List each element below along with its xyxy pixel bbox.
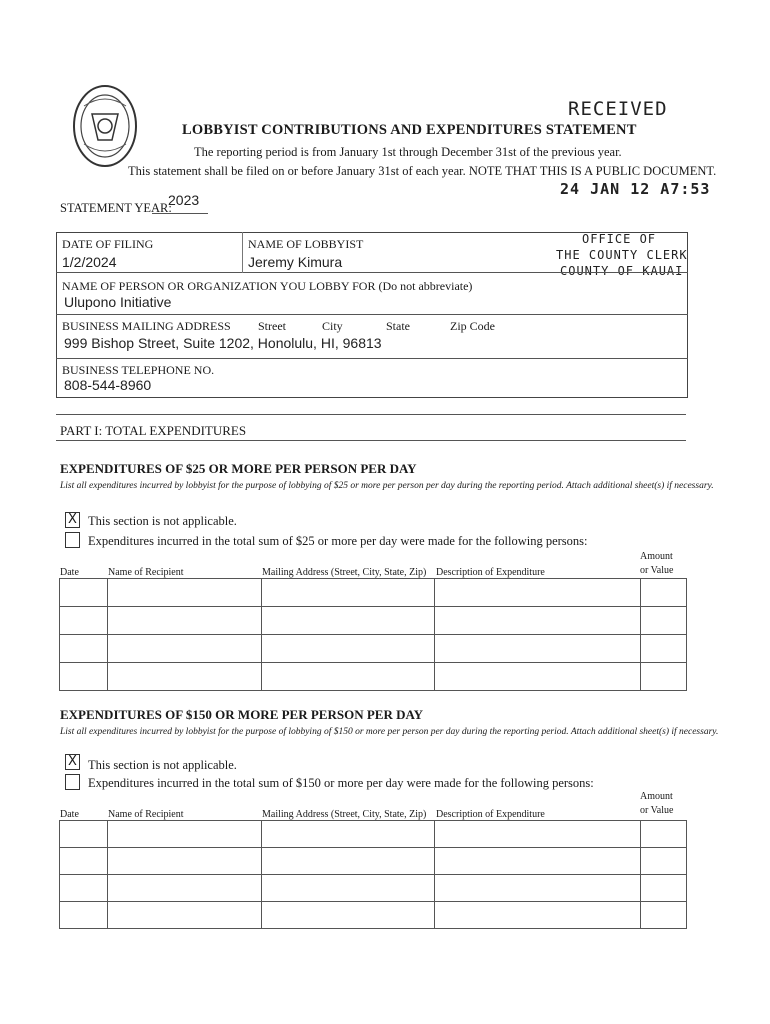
section2-table [59, 820, 687, 929]
statement-year-label: STATEMENT YEAR: [60, 201, 172, 215]
section2-col-recipient: Name of Recipient [108, 809, 184, 820]
section2-col-description: Description of Expenditure [436, 809, 545, 820]
address-street-label: Street [258, 319, 286, 333]
address-zip-label: Zip Code [450, 319, 495, 333]
section2-col-date: Date [60, 809, 79, 820]
section1-na-checkbox[interactable]: X [65, 512, 80, 528]
table-row [60, 902, 687, 929]
section2-col-amount-2: or Value [640, 805, 674, 816]
section2-na-checkbox[interactable]: X [65, 754, 80, 770]
section2-col-amount-1: Amount [640, 791, 673, 802]
address-state-label: State [386, 319, 410, 333]
statement-year-value[interactable]: 2023 [168, 192, 200, 208]
section2-incurred-label: Expenditures incurred in the total sum of $150 or more per day were made for the following persons: [88, 776, 594, 790]
table-row [60, 848, 687, 875]
section2-na-label: This section is not applicable. [88, 758, 237, 772]
lobby-for-label: NAME OF PERSON OR ORGANIZATION YOU LOBBY FOR (Do not abbreviate) [62, 279, 473, 293]
address-city-label: City [322, 319, 343, 333]
phone-value[interactable]: 808-544-8960 [64, 377, 152, 393]
received-datetime-stamp: 24 JAN 12 A7:53 [560, 180, 711, 198]
county-seal-icon [72, 84, 138, 168]
section1-col-date: Date [60, 567, 79, 578]
address-value[interactable]: 999 Bishop Street, Suite 1202, Honolulu, HI, 96813 [64, 335, 382, 351]
section1-na-label: This section is not applicable. [88, 514, 237, 528]
office-stamp-line2: THE COUNTY CLERK [556, 248, 688, 262]
section1-col-amount-1: Amount [640, 551, 673, 562]
date-of-filing-value[interactable]: 1/2/2024 [62, 254, 117, 270]
filing-deadline-note: This statement shall be filed on or before January 31st of each year. NOTE THAT THIS IS A PUBLIC DOCUMENT. [128, 164, 717, 178]
section2-incurred-checkbox[interactable] [65, 774, 80, 790]
section1-heading: EXPENDITURES OF $25 OR MORE PER PERSON PER DAY [60, 461, 417, 476]
address-label: BUSINESS MAILING ADDRESS [62, 319, 231, 333]
table-row [60, 875, 687, 902]
form-title: LOBBYIST CONTRIBUTIONS AND EXPENDITURES STATEMENT [182, 122, 637, 138]
section1-col-description: Description of Expenditure [436, 567, 545, 578]
section1-table [59, 578, 687, 691]
table-row [60, 663, 687, 691]
section1-col-address: Mailing Address (Street, City, State, Zip) [262, 567, 427, 578]
lobbyist-name-label: NAME OF LOBBYIST [248, 237, 364, 251]
section2-heading: EXPENDITURES OF $150 OR MORE PER PERSON PER DAY [60, 707, 424, 722]
section1-incurred-checkbox[interactable] [65, 532, 80, 548]
section1-col-recipient: Name of Recipient [108, 567, 184, 578]
section1-note: List all expenditures incurred by lobbyist for the purpose of lobbying of $25 or more per person per day during the reporting period. Attach additional sheet(s) if necessary. [60, 481, 714, 491]
section1-col-amount-2: or Value [640, 565, 674, 576]
part1-title: PART I: TOTAL EXPENDITURES [60, 423, 247, 438]
reporting-period-note: The reporting period is from January 1st through December 31st of the previous year. [194, 145, 622, 159]
office-stamp-line1: OFFICE OF [582, 232, 657, 246]
date-of-filing-label: DATE OF FILING [62, 237, 154, 251]
section1-incurred-label: Expenditures incurred in the total sum of $25 or more per day were made for the following persons: [88, 534, 588, 548]
table-row [60, 607, 687, 635]
received-stamp: RECEIVED [568, 98, 668, 120]
table-row [60, 635, 687, 663]
lobby-for-value[interactable]: Ulupono Initiative [64, 294, 172, 310]
section2-note: List all expenditures incurred by lobbyist for the purpose of lobbying of $150 or more per person per day during the reporting period. Attach additional sheet(s) if necessary. [60, 727, 719, 737]
office-stamp-line3: COUNTY OF KAUAI [560, 264, 684, 278]
table-row [60, 579, 687, 607]
phone-label: BUSINESS TELEPHONE NO. [62, 363, 215, 377]
lobbyist-name-value[interactable]: Jeremy Kimura [248, 254, 343, 270]
section2-col-address: Mailing Address (Street, City, State, Zip) [262, 809, 427, 820]
table-row [60, 821, 687, 848]
